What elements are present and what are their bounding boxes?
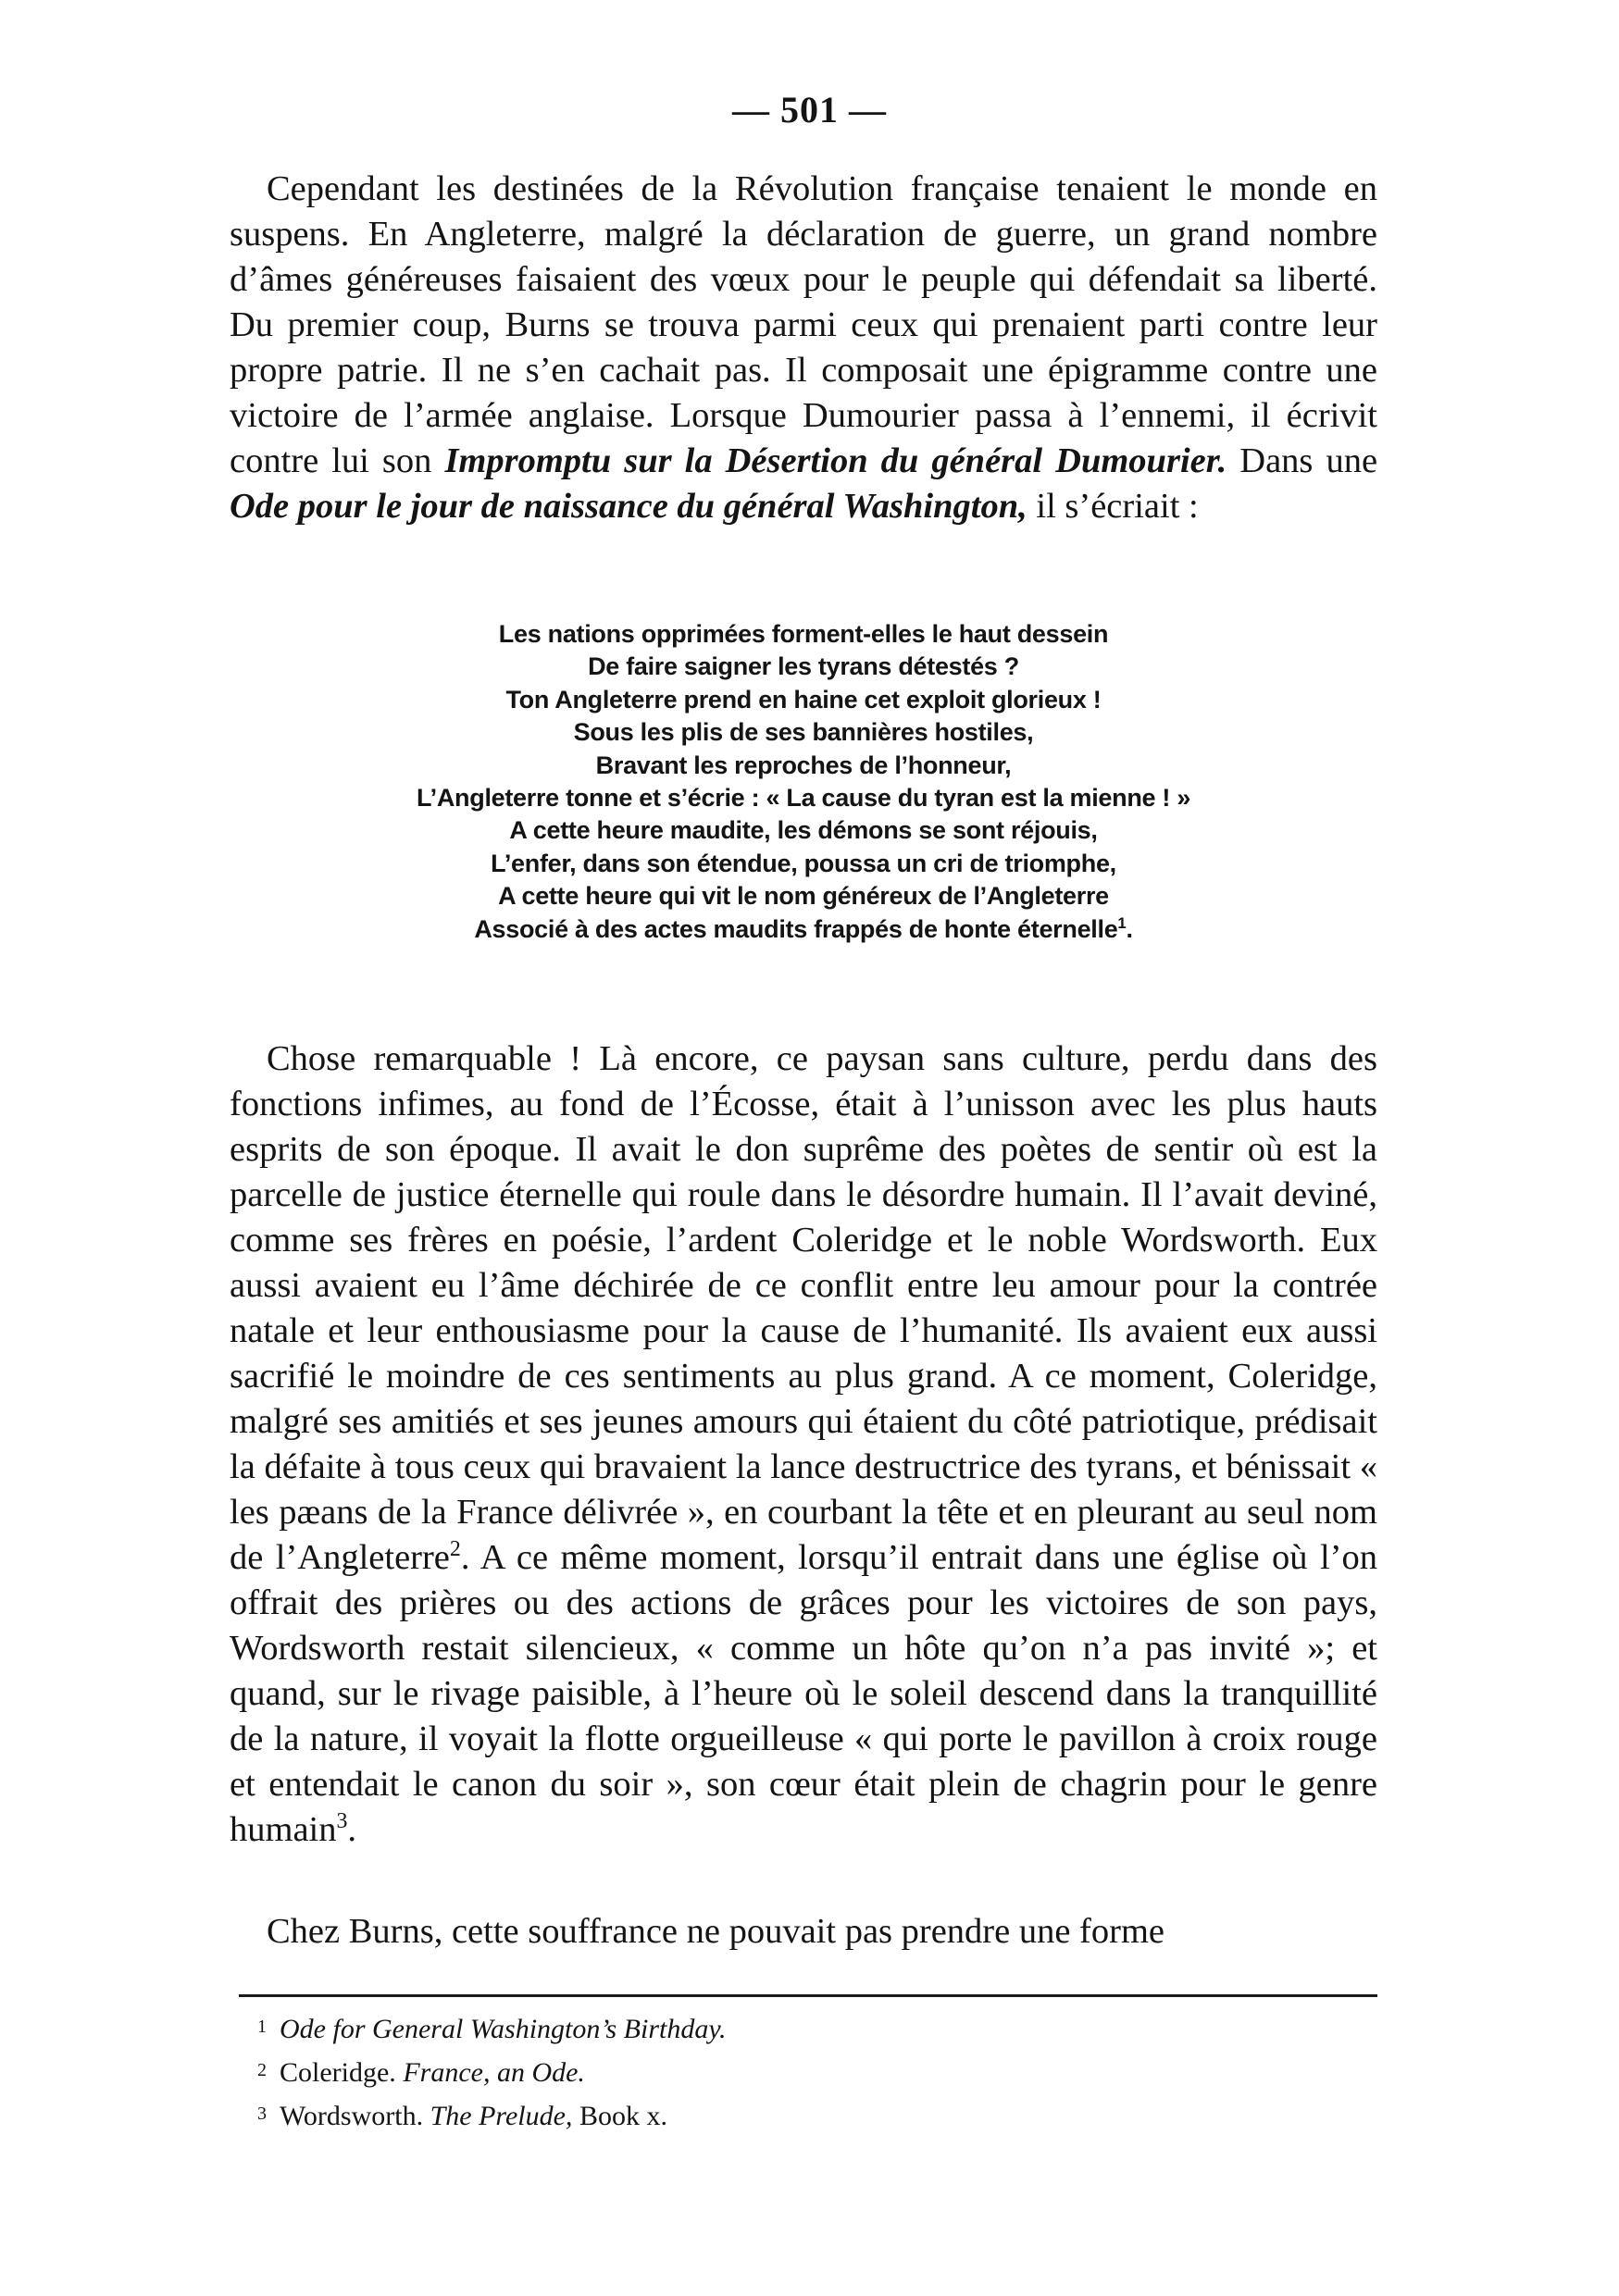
paragraph-revolution <box>230 167 1377 529</box>
page-number: — 501 — <box>732 89 887 130</box>
footnote-title: The Prelude, <box>430 2101 573 2131</box>
footnote-title: Ode for General Washington’s Birthday. <box>280 2014 727 2044</box>
footnote-title: France, an Ode. <box>403 2057 585 2088</box>
paragraph-burns <box>230 1909 1377 1955</box>
paragraph-text-c: . <box>347 1810 357 1849</box>
poem-line: A cette heure qui vit le nom généreux de l’Angleterre <box>498 882 1109 911</box>
poem-line: Ton Angleterre prend en haine cet exploit glorieux ! <box>505 685 1102 714</box>
footnotes <box>257 2006 1368 2137</box>
footnote-2 <box>257 2050 1368 2093</box>
paragraph-text <box>230 1036 1377 1853</box>
footnote-mark: 1 <box>257 2017 267 2037</box>
poem-line: L’enfer, dans son étendue, poussa un cri de triomphe, <box>491 849 1116 877</box>
poem-line: A cette heure maudite, les démons se sont réjouis, <box>509 816 1098 845</box>
poem-line-last <box>230 913 1377 946</box>
paragraph-text-c: il s’écriait : <box>1036 487 1199 526</box>
poem-line: De faire saigner les tyrans détestés ? <box>588 652 1019 681</box>
poem-line-tail: . <box>1126 914 1133 943</box>
paragraph-text-b: Dans une <box>1239 441 1378 480</box>
paragraph-text <box>230 167 1377 529</box>
paragraph-text-a: Chose remarquable ! Là encore, ce paysan sans culture, perdu dans des fonctions infimes, au fond de l’Écosse, était à l’unisson avec les plus hauts esprits de son époque. Il avait le don suprême des poètes de sentir où est la parcelle de justice éternelle qui roule dans le désordre humain. Il l’avait deviné, comme ses frères en poésie, l’ardent Coleridge et le noble Wordsworth. Eux aussi avaient eu l’âme déchirée de ce conflit entre leu amour pour la contrée natale et leur enthousiasme pour la cause de l’humanité. Ils avaient eux aussi sacrifié le moindre de ces sentiments au plus grand. A ce moment, Coleridge, malgré ses amitiés et ses jeunes amours qui étaient du côté patriotique, prédisait la défaite à tous ceux qui bravaient la lance destructrice des tyrans, et bénissait « les pæans de la France délivrée », en courbant la tête et en pleurant au seul nom de l’Angleterre <box>230 1039 1377 1577</box>
poem-line: L’Angleterre tonne et s’écrie : « La cause du tyran est la mienne ! » <box>416 784 1191 813</box>
paragraph-text: Chez Burns, cette souffrance ne pouvait pas prendre une forme <box>267 1912 1164 1951</box>
footnote-ref: 2 <box>449 1537 461 1562</box>
poem-line: Les nations opprimées forment-elles le haut dessein <box>498 620 1109 648</box>
footnote-text <box>280 2101 667 2131</box>
footnote-suffix: Book x. <box>572 2101 667 2131</box>
footnote-mark: 2 <box>257 2060 267 2080</box>
footnote-1 <box>257 2006 1368 2050</box>
footnote-3 <box>257 2093 1368 2137</box>
footnote-text <box>280 2057 585 2088</box>
poem-quotation <box>230 618 1377 946</box>
paragraph-text-a: Cependant les destinées de la Révolution française tenaient le monde en suspens. En Angleterre, malgré la déclaration de guerre, un grand nombre d’âmes généreuses faisaient des vœux pour le peuple qui défendait sa liberté. Du premier coup, Burns se trouva parmi ceux qui prenaient parti contre leur propre patrie. Il ne s’en cachait pas. Il composait une épigramme contre une victoire de l’armée anglaise. Lorsque Dumourier passa à l’ennemi, il écrivit contre lui son <box>230 169 1377 480</box>
footnote-ref: 1 <box>1117 913 1127 932</box>
footnote-text <box>280 2014 727 2044</box>
footnote-mark: 3 <box>257 2104 267 2124</box>
footnote-ref: 3 <box>336 1809 348 1834</box>
footnote-prefix: Wordsworth. <box>280 2101 430 2131</box>
paragraph-poets <box>230 1036 1377 1853</box>
poem-line: Bravant les reproches de l’honneur, <box>595 751 1012 779</box>
paragraph-text-b: . A ce même moment, lorsqu’il entrait dans une église où l’on offrait des prières ou des actions de grâces pour les victoires de son pays, Wordsworth restait silencieux, « comme un hôte qu’on n’a pas invité »; et quand, sur le rivage paisible, à l’heure où le soleil descend dans la tranquillité de la nature, il voyait la flotte orgueilleuse « qui porte le pavillon à croix rouge et entendait le canon du soir », son cœur était plein de chagrin pour le genre humain <box>230 1538 1377 1849</box>
footnote-prefix: Coleridge. <box>280 2057 404 2088</box>
poem-line-text: Associé à des actes maudits frappés de honte éternelle <box>474 914 1118 943</box>
impromptu-title: Impromptu sur la Désertion du général Dumourier. <box>444 441 1227 480</box>
footnote-divider <box>239 1994 1377 1997</box>
poem-line: Sous les plis de ses bannières hostiles, <box>573 718 1034 747</box>
ode-title: Ode pour le jour de naissance du général Washington, <box>230 487 1027 526</box>
